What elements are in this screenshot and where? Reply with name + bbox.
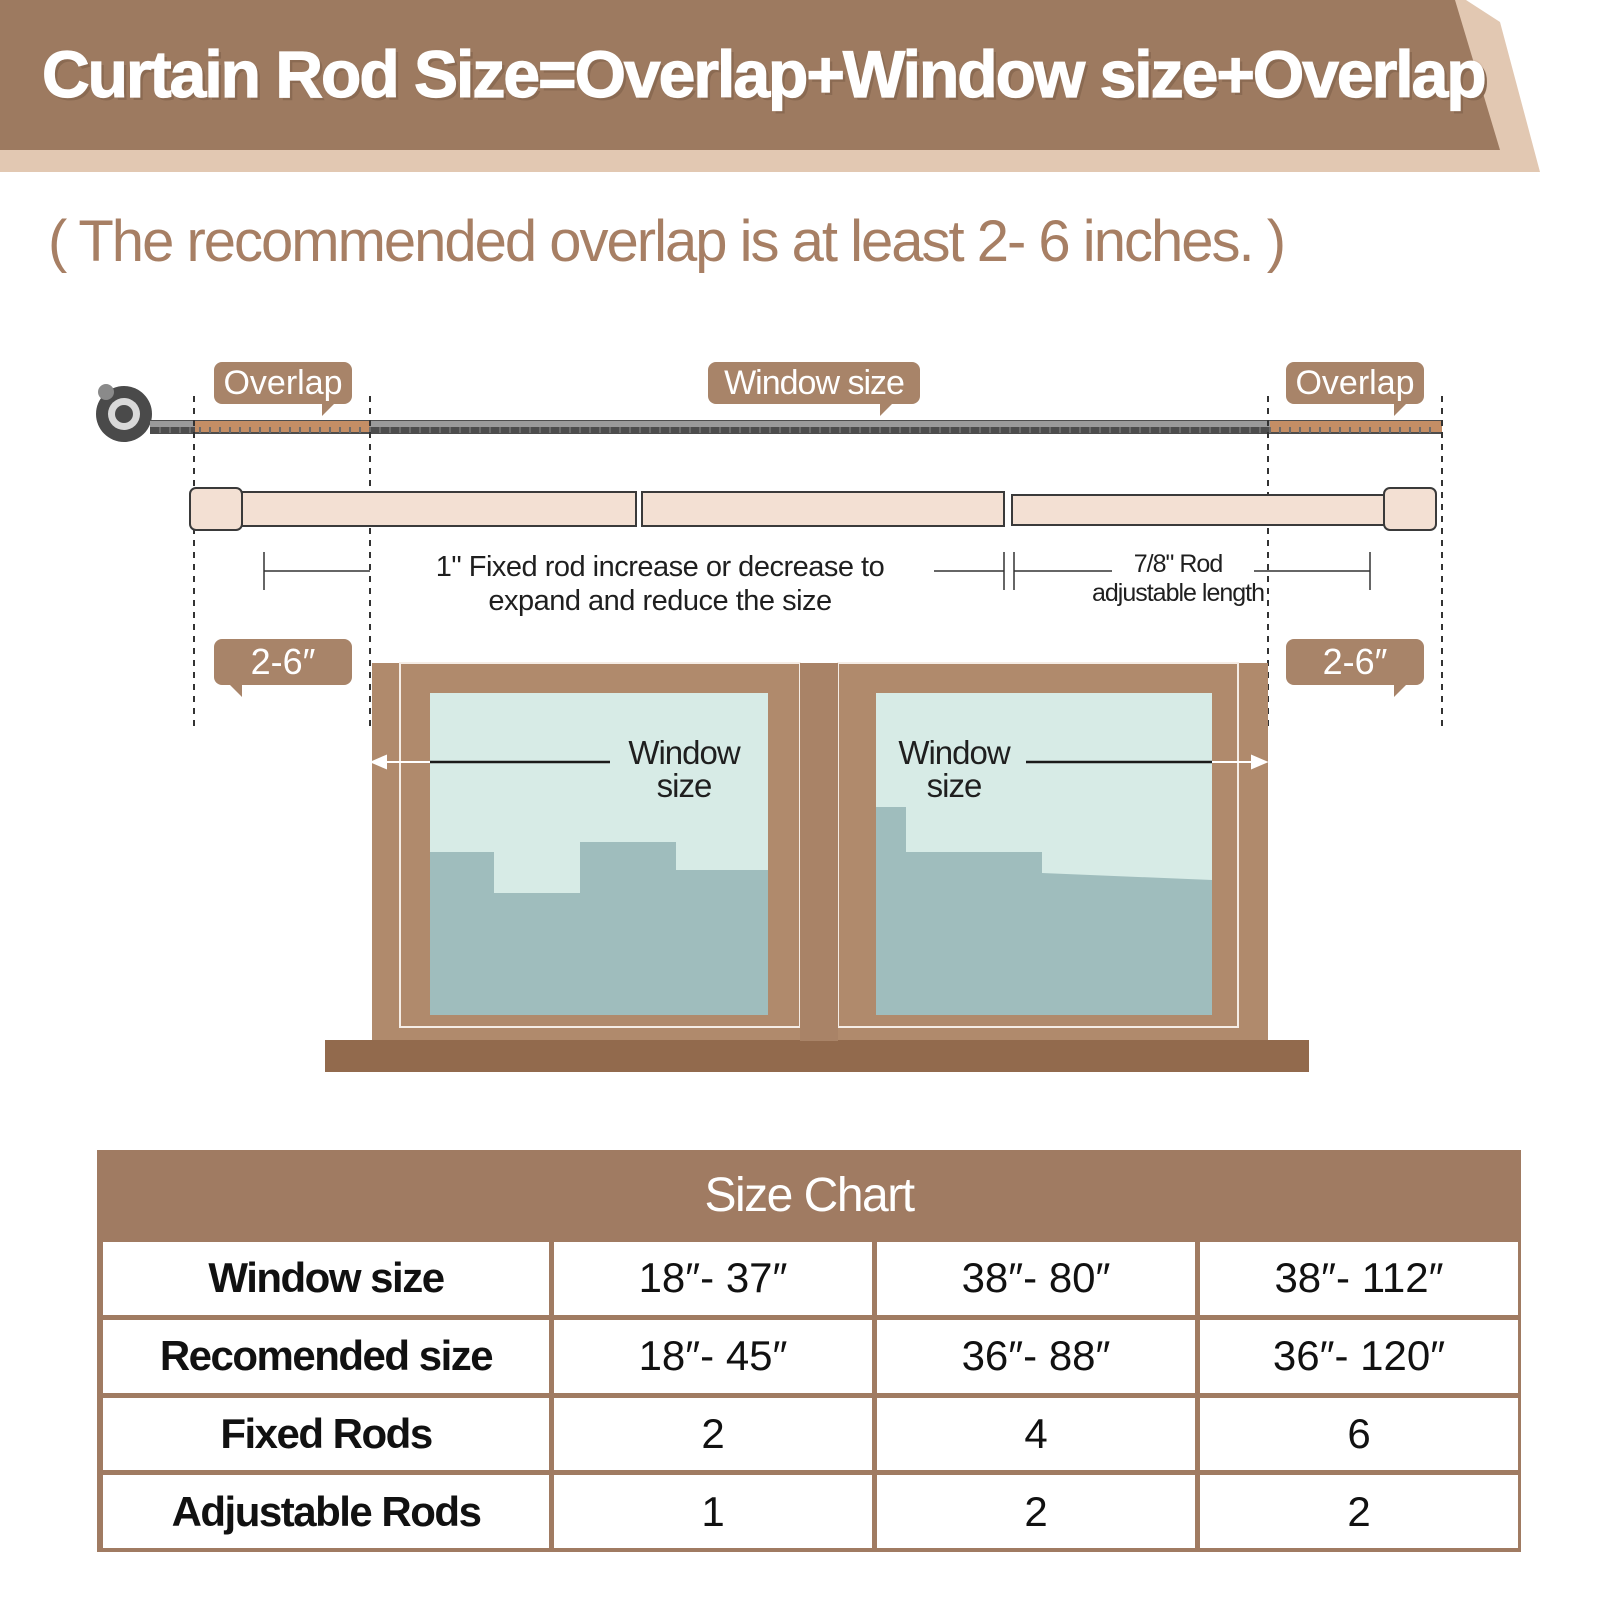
row-label-adjustable-rods: Adjustable Rods <box>103 1475 549 1548</box>
page-title: Curtain Rod Size=Overlap+Window size+Overlap <box>42 37 1485 111</box>
window-left-label: Window size <box>628 734 740 804</box>
table-cell: 18″- 45″ <box>554 1320 872 1393</box>
size-chart <box>97 1150 1521 1552</box>
row-label-recommended-size: Recomended size <box>103 1320 549 1393</box>
adjustable-rod-note: 7/8" Rod adjustable length <box>1091 550 1265 607</box>
table-cell: 36″- 120″ <box>1200 1320 1518 1393</box>
table-cell: 6 <box>1200 1398 1518 1471</box>
subtitle: ( The recommended overlap is at least 2- 6 inches. ) <box>48 209 1285 274</box>
table-cell: 4 <box>877 1398 1195 1471</box>
fixed-rod-note: 1" Fixed rod increase or decrease to expand and reduce the size <box>435 551 885 617</box>
table-cell: 2 <box>554 1398 872 1471</box>
table-cell: 1 <box>554 1475 872 1548</box>
table-cell: 2 <box>877 1475 1195 1548</box>
row-label-fixed-rods: Fixed Rods <box>103 1398 549 1471</box>
table-cell: 38″- 80″ <box>877 1242 1195 1315</box>
table-cell: 36″- 88″ <box>877 1320 1195 1393</box>
table-cell: 18″- 37″ <box>554 1242 872 1315</box>
window-right-label: Window size <box>898 734 1010 804</box>
table-cell: 38″- 112″ <box>1200 1242 1518 1315</box>
size-chart-title: Size Chart <box>704 1169 914 1222</box>
size-chart-grid <box>103 1242 1515 1548</box>
range-right-callout: 2-6″ <box>1286 639 1424 685</box>
curtain-rod <box>190 488 1436 530</box>
range-left-callout: 2-6″ <box>214 639 352 685</box>
overlap-left-callout: Overlap <box>214 362 352 404</box>
overlap-right-callout: Overlap <box>1286 362 1424 404</box>
window-illustration <box>325 663 1309 1072</box>
table-cell: 2 <box>1200 1475 1518 1548</box>
row-label-window-size: Window size <box>103 1242 549 1315</box>
window-size-callout: Window size <box>708 362 920 404</box>
